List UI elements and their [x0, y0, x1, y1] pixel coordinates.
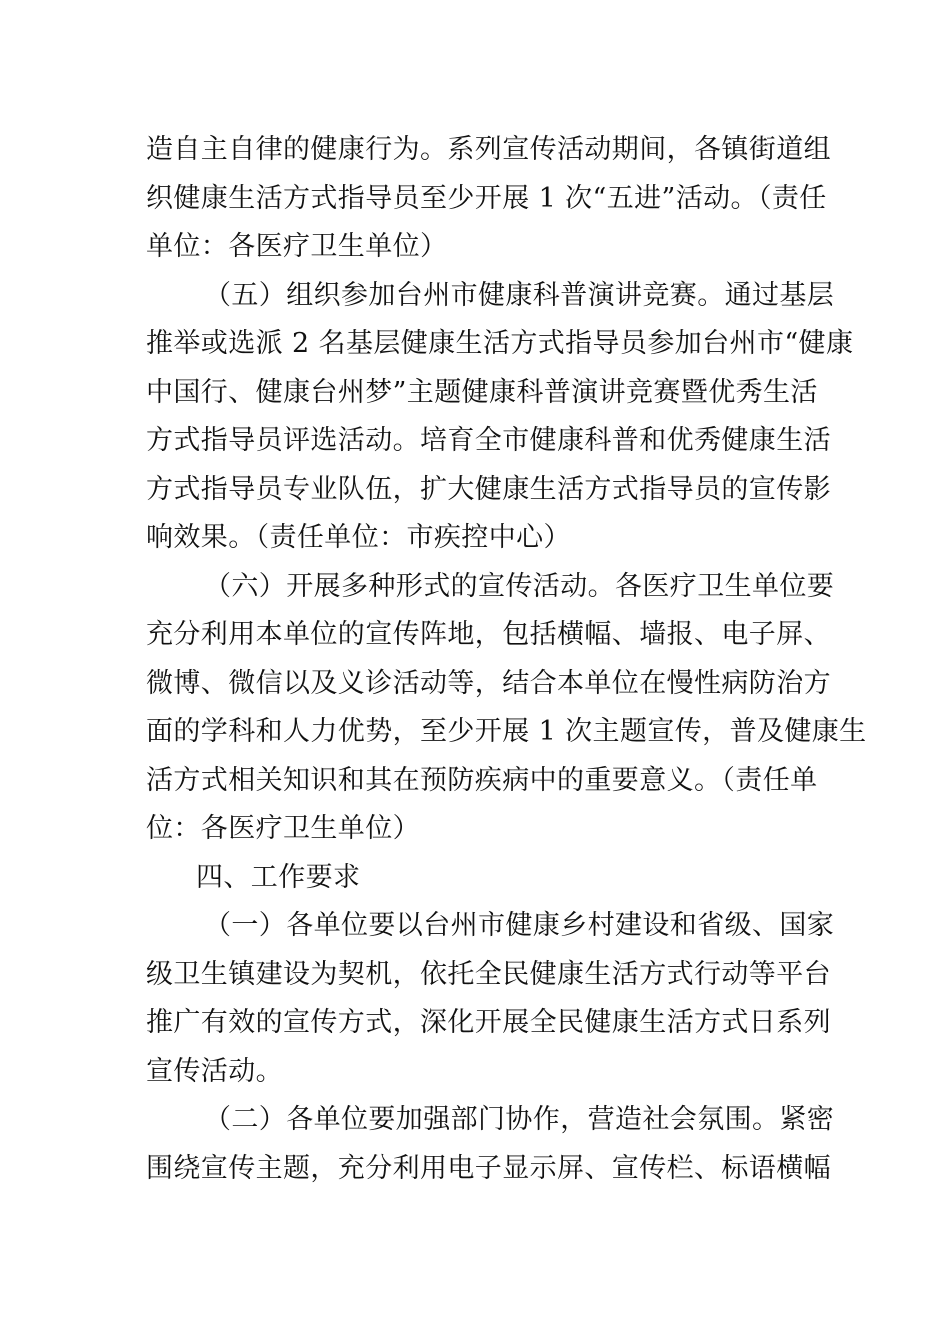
- body-line: 中国行、健康台州梦”主题健康科普演讲竞赛暨优秀生活: [146, 376, 818, 408]
- body-line: 方式指导员专业队伍，扩大健康生活方式指导员的宣传影: [146, 473, 831, 505]
- body-line: 充分利用本单位的宣传阵地，包括横幅、墙报、电子屏、: [146, 619, 831, 650]
- paragraph-six-start: （六）开展多种形式的宣传活动。各医疗卫生单位要: [204, 570, 835, 602]
- body-line: 面的学科和人力优势，至少开展 1 次主题宣传，普及健康生: [146, 716, 867, 747]
- paragraph-two-start: （二）各单位要加强部门协作，营造社会氛围。紧密: [204, 1104, 835, 1135]
- body-line: 位：各医疗卫生单位）: [146, 813, 420, 844]
- body-line: 单位：各医疗卫生单位）: [146, 231, 448, 262]
- body-line: 方式指导员评选活动。培育全市健康科普和优秀健康生活: [146, 425, 831, 456]
- body-line: 造自主自律的健康行为。系列宣传活动期间，各镇街道组: [146, 134, 831, 165]
- paragraph-five-start: （五）组织参加台州市健康科普演讲竞赛。通过基层: [204, 279, 835, 311]
- body-line: 宣传活动。: [146, 1055, 283, 1087]
- body-line: 响效果。（责任单位：市疾控中心）: [146, 522, 571, 553]
- paragraph-one-start: （一）各单位要以台州市健康乡村建设和省级、国家: [204, 910, 835, 941]
- section-heading-work-requirements: 四、工作要求: [196, 861, 361, 893]
- body-line: 围绕宣传主题，充分利用电子显示屏、宣传栏、标语横幅: [146, 1152, 831, 1184]
- body-line: 织健康生活方式指导员至少开展 1 次“五进”活动。（责任: [146, 182, 827, 214]
- body-line: 推广有效的宣传方式，深化开展全民健康生活方式日系列: [146, 1007, 831, 1038]
- body-line: 活方式相关知识和其在预防疾病中的重要意义。（责任单: [146, 764, 818, 796]
- body-line: 推举或选派 2 名基层健康生活方式指导员参加台州市“健康: [146, 328, 854, 359]
- body-line: 级卫生镇建设为契机，依托全民健康生活方式行动等平台: [146, 958, 831, 990]
- document-body: [146, 126, 867, 1193]
- body-line: 微博、微信以及义诊活动等，结合本单位在慢性病防治方: [146, 667, 831, 699]
